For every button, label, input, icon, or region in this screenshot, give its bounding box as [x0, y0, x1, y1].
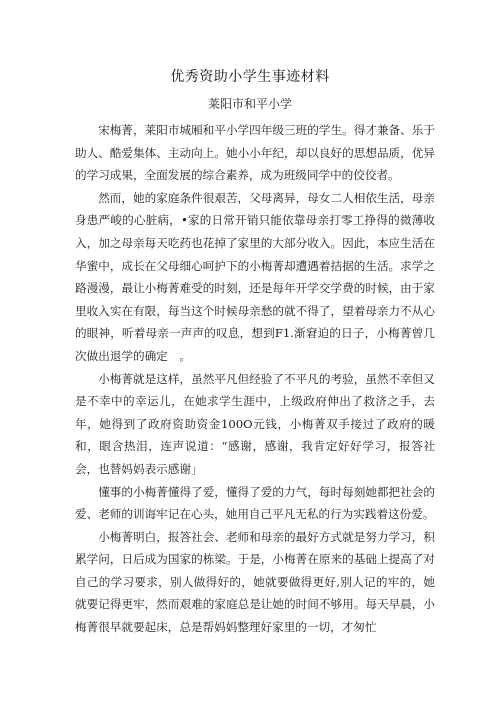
document-subtitle: 莱阳市和平小学	[207, 97, 292, 111]
document-body	[75, 119, 435, 639]
document-title: 优秀资助小学生事迹材料	[170, 69, 330, 85]
paragraph: 然而，她的家庭条件很艰苦，父母离异，母女二人相依生活，母亲身患严峻的心脏病，•家的日常开销只能依靠母亲打零工挣得的微薄收入，加之母亲每天吃药也花掉了家里的大部分收入。因此，本应生活在华蜜中，成长在父母细心呵护下的小梅菁却遭遇着拮据的生活。求学之路漫漫，最让小梅菁难受的时刻，还是每年开学交学费的时候，由于家里收入实在有限，每当这个时候母亲愁的就不得了，望着母亲力不从心的眼神，听着母亲一声声的叹息，想到F1.渐窘迫的日子，小梅菁曾几次做出退学的确定 。	[75, 190, 435, 363]
paragraph: 懂事的小梅菁懂得了爱，懂得了爱的力气，每时每刻她都把社会的爱、老师的训诲牢记在心头，她用自己平凡无私的行为实践着这份爱。	[75, 484, 435, 522]
paragraph: 小梅菁明白，报答社会、老师和母亲的最好方式就是努力学习，积累学问，日后成为国家的栋梁。于是，小梅菁在原来的基础上提高了对自己的学习要求，别人做得好的，她就要做得更好,别人记的牢的，她就要记得更牢，然而艰难的家庭总是让她的时间不够用。每天早晨，小梅菁很早就要起床，总是帮妈妈整理好家里的一切，才匆忙	[75, 529, 435, 635]
paragraph: 小梅菁就是这样，虽然平凡但经验了不平凡的考验，虽然不幸但又是不幸中的幸运儿，在她求学生涯中，上级政府伸出了救济之手，去年，她得到了政府资助资金100O元钱，小梅菁双手接过了政府的暖和，眼含热泪，连声说道：“感谢，感谢，我肯定好好学习，报答社会，也替妈妈表示感谢」	[75, 371, 435, 476]
paragraph: 宋梅菁，莱阳市城厢和平小学四年级三班的学生。得才兼备、乐于助人、酷爱集体、主动向上。她小小年纪，却以良好的思想品质，优异的学习成果，全面发展的综合素养，成为班级同学中的佼佼者。	[75, 123, 435, 183]
